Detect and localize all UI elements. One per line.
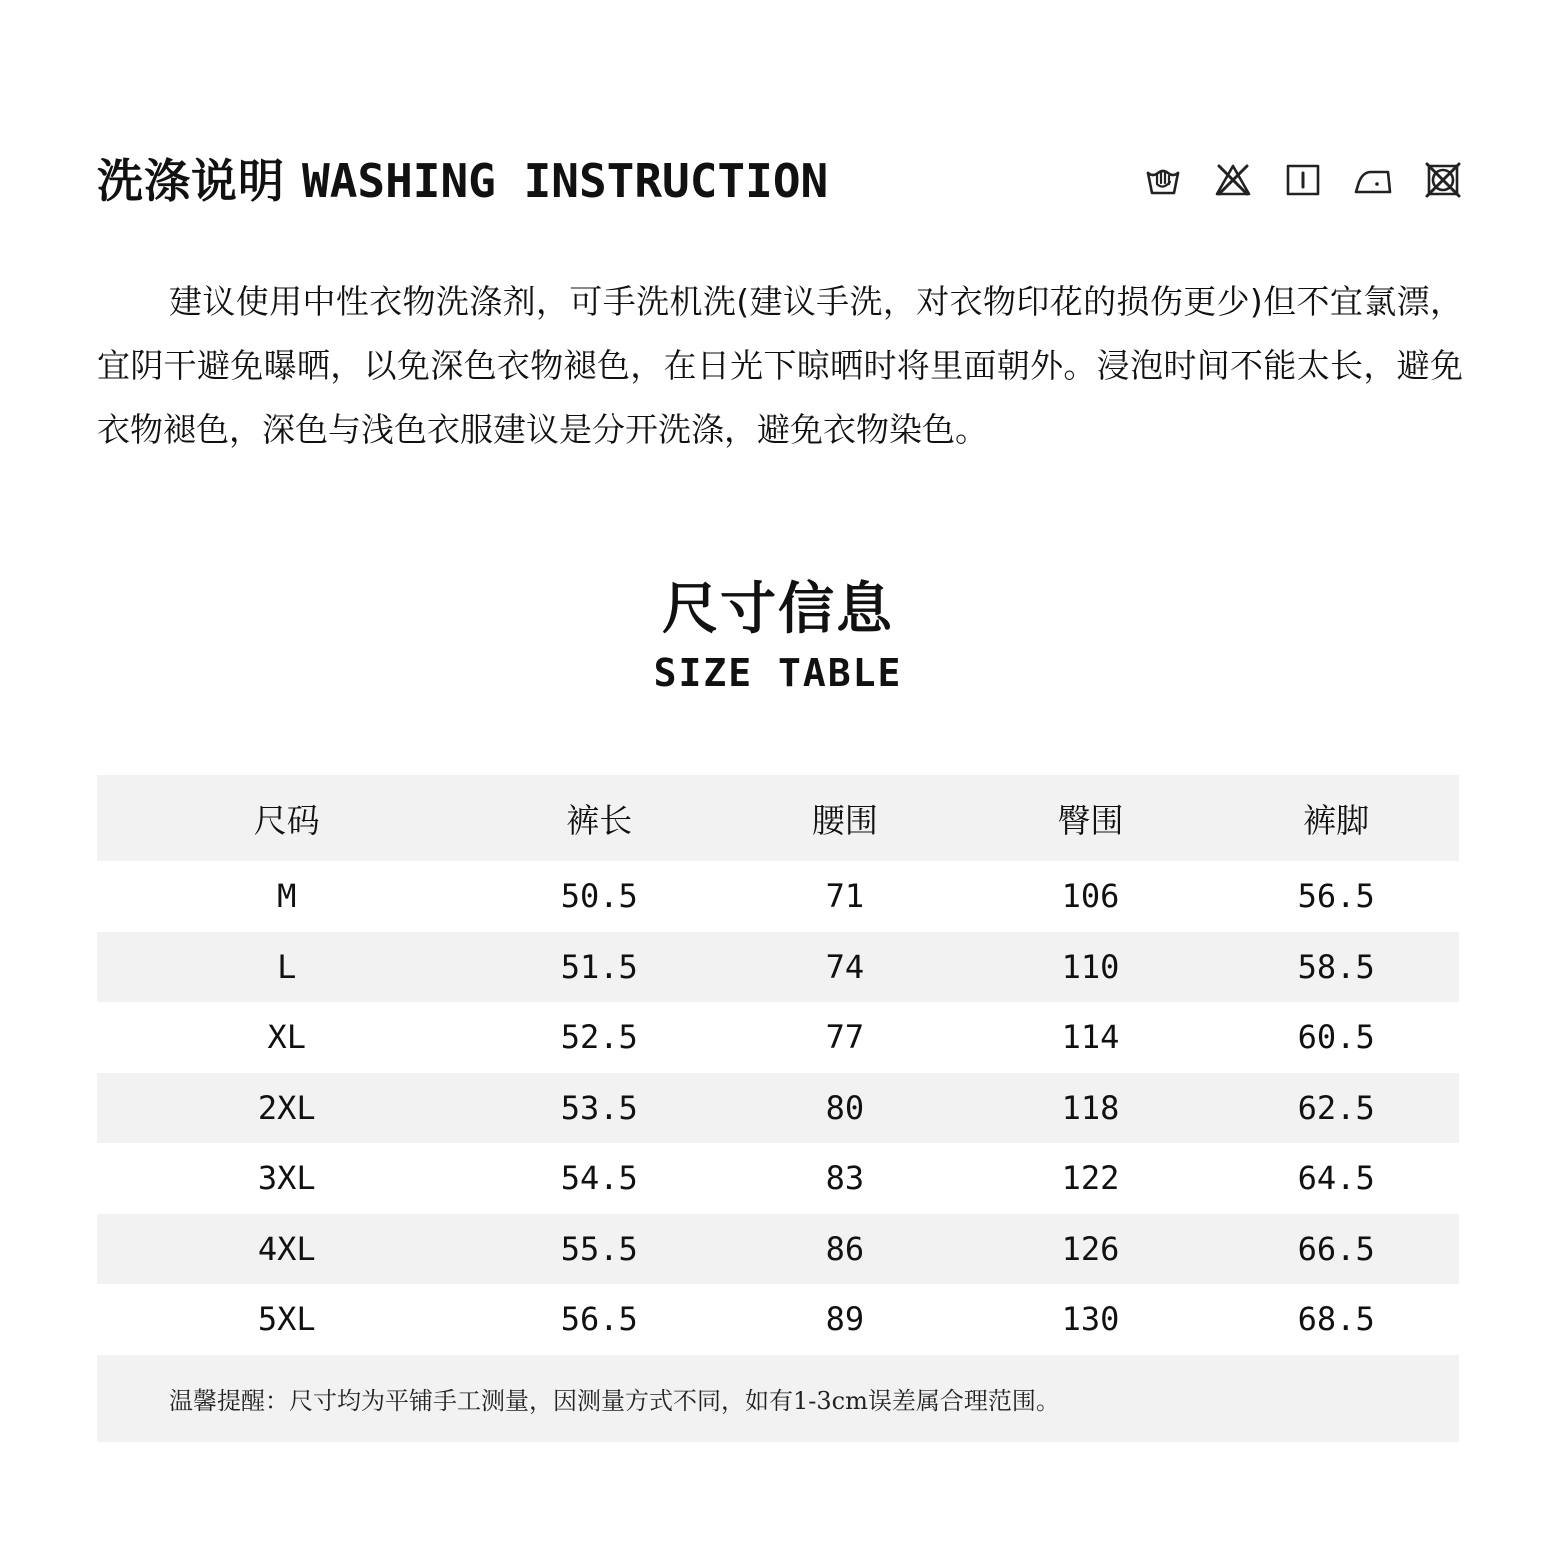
table-cell: 56.5	[1297, 877, 1375, 916]
washing-header	[97, 148, 1463, 214]
table-cell: 53.5	[560, 1088, 638, 1127]
table-cell: 118	[1061, 1088, 1120, 1127]
table-cell: 4XL	[257, 1229, 316, 1268]
table-cell: 64.5	[1297, 1159, 1375, 1198]
size-subtitle: SIZE TABLE	[653, 651, 903, 695]
table-cell: 74	[825, 947, 865, 986]
table-cell: 83	[825, 1159, 865, 1198]
table-row	[97, 1214, 1459, 1285]
table-cell: 66.5	[1297, 1229, 1375, 1268]
table-cell: 130	[1061, 1300, 1120, 1339]
table-cell: 51.5	[560, 947, 638, 986]
table-row	[97, 1002, 1459, 1073]
table-cell: 77	[825, 1018, 865, 1057]
table-cell: 122	[1061, 1159, 1120, 1198]
size-note: 温馨提醒：尺寸均为平铺手工测量，因测量方式不同，如有1-3cm误差属合理范围。	[97, 1355, 1459, 1442]
washing-title-cn: 洗涤说明	[97, 154, 285, 208]
table-cell: M	[277, 877, 297, 916]
table-cell: 56.5	[560, 1300, 638, 1339]
table-cell: 54.5	[560, 1159, 638, 1198]
table-row	[97, 861, 1459, 932]
dry-flat-icon	[1283, 160, 1323, 200]
table-cell: XL	[267, 1018, 306, 1057]
do-not-bleach-icon	[1213, 160, 1253, 200]
washing-title-en: WASHING INSTRUCTION	[302, 154, 829, 208]
table-cell: 110	[1061, 947, 1120, 986]
header-length: 裤长	[566, 800, 633, 840]
table-cell: 89	[825, 1300, 865, 1339]
table-cell: 2XL	[257, 1088, 316, 1127]
table-cell: 68.5	[1297, 1300, 1375, 1339]
table-row	[97, 1284, 1459, 1355]
table-cell: 106	[1061, 877, 1120, 916]
table-cell: 52.5	[560, 1018, 638, 1057]
header-waist: 腰围	[811, 800, 878, 840]
iron-low-icon	[1353, 160, 1393, 200]
header-size: 尺码	[253, 800, 320, 840]
table-cell: 62.5	[1297, 1088, 1375, 1127]
table-cell: 80	[825, 1088, 865, 1127]
table-row	[97, 1073, 1459, 1144]
table-cell: 55.5	[560, 1229, 638, 1268]
table-cell: 86	[825, 1229, 865, 1268]
table-row	[97, 932, 1459, 1003]
washing-title	[97, 148, 828, 214]
do-not-tumble-dry-icon	[1423, 160, 1463, 200]
size-title: 尺寸信息	[662, 577, 894, 642]
table-cell: 126	[1061, 1229, 1120, 1268]
hand-wash-icon	[1143, 160, 1183, 200]
table-cell: 58.5	[1297, 947, 1375, 986]
table-cell: L	[277, 947, 297, 986]
table-header-row	[97, 775, 1459, 861]
table-cell: 71	[825, 877, 865, 916]
header-hem: 裤脚	[1303, 800, 1370, 840]
table-cell: 60.5	[1297, 1018, 1375, 1057]
header-hip: 臀围	[1057, 800, 1124, 840]
table-cell: 3XL	[257, 1159, 316, 1198]
care-icons	[1143, 160, 1463, 200]
table-cell: 50.5	[560, 877, 638, 916]
table-cell: 5XL	[257, 1300, 316, 1339]
table-cell: 114	[1061, 1018, 1120, 1057]
washing-text: 建议使用中性衣物洗涤剂，可手洗机洗(建议手洗，对衣物印花的损伤更少)但不宜氯漂，宜阴干避免曝晒，以免深色衣物褪色，在日光下晾晒时将里面朝外。浸泡时间不能太长，避免衣物褪色，深色与浅色衣服建议是分开洗涤，避免衣物染色。	[97, 282, 1463, 449]
table-row	[97, 1143, 1459, 1214]
size-table	[97, 775, 1459, 1442]
